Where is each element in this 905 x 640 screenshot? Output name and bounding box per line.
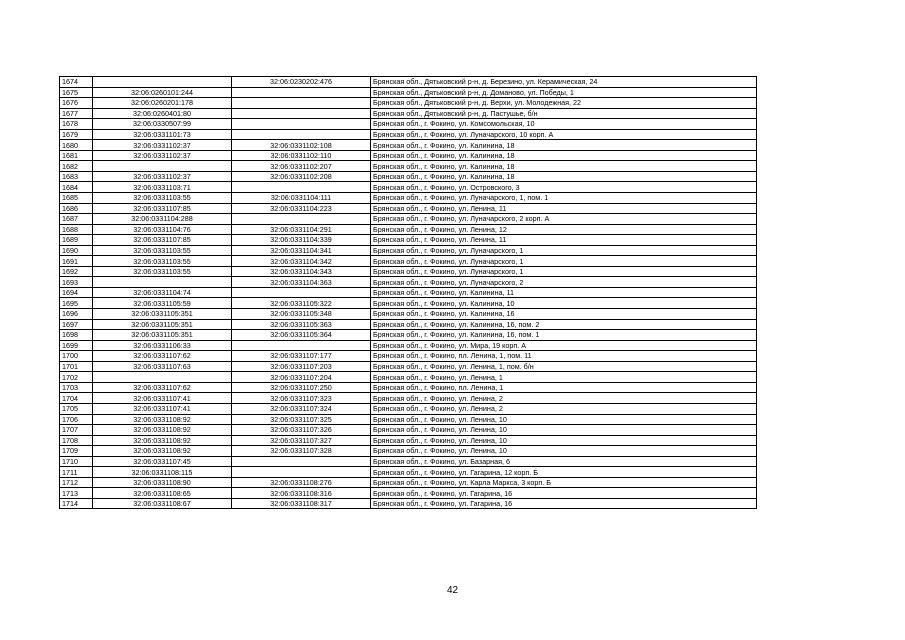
cadastral-number-land: 32:06:0331108:67 <box>93 498 232 509</box>
cadastral-number-building <box>232 182 371 193</box>
row-number: 1674 <box>60 77 93 88</box>
registry-table <box>59 76 757 509</box>
address-cell: Брянская обл., Дятьковский р-н, д. Пастушье, б/н <box>371 108 757 119</box>
row-number: 1686 <box>60 203 93 214</box>
cadastral-number-building: 32:06:0331107:203 <box>232 361 371 372</box>
cadastral-number-building: 32:06:0331104:339 <box>232 235 371 246</box>
cadastral-number-land: 32:06:0331105:59 <box>93 298 232 309</box>
address-cell: Брянская обл., г. Фокино, ул. Калинина, 16 <box>371 309 757 320</box>
table-row <box>60 393 757 404</box>
row-number: 1692 <box>60 266 93 277</box>
row-number: 1711 <box>60 467 93 478</box>
table-row <box>60 435 757 446</box>
row-number: 1687 <box>60 214 93 225</box>
table-row <box>60 77 757 88</box>
cadastral-number-building: 32:06:0331104:223 <box>232 203 371 214</box>
cadastral-number-land: 32:06:0331102:37 <box>93 140 232 151</box>
cadastral-number-land <box>93 161 232 172</box>
cadastral-number-building: 32:06:0331105:364 <box>232 330 371 341</box>
row-number: 1677 <box>60 108 93 119</box>
cadastral-number-building: 32:06:0331105:322 <box>232 298 371 309</box>
cadastral-number-land: 32:06:0331102:37 <box>93 171 232 182</box>
address-cell: Брянская обл., г. Фокино, ул. Луначарского, 1 <box>371 266 757 277</box>
address-cell: Брянская обл., г. Фокино, ул. Калинина, 18 <box>371 171 757 182</box>
cadastral-number-building: 32:06:0331102:108 <box>232 140 371 151</box>
registry-table-body <box>60 77 757 509</box>
table-row <box>60 372 757 383</box>
table-row <box>60 446 757 457</box>
cadastral-number-land: 32:06:0260401:80 <box>93 108 232 119</box>
cadastral-number-land: 32:06:0331102:37 <box>93 150 232 161</box>
table-row <box>60 129 757 140</box>
table-row <box>60 224 757 235</box>
cadastral-number-building: 32:06:0331105:363 <box>232 319 371 330</box>
row-number: 1683 <box>60 171 93 182</box>
row-number: 1681 <box>60 150 93 161</box>
cadastral-number-building <box>232 467 371 478</box>
row-number: 1705 <box>60 403 93 414</box>
table-row <box>60 351 757 362</box>
cadastral-number-land: 32:06:0331103:71 <box>93 182 232 193</box>
address-cell: Брянская обл., г. Фокино, ул. Луначарского, 10 корп. А <box>371 129 757 140</box>
address-cell: Брянская обл., Дятьковский р-н, д. Березино, ул. Керамическая, 24 <box>371 77 757 88</box>
cadastral-number-land: 32:06:0331103:55 <box>93 245 232 256</box>
address-cell: Брянская обл., г. Фокино, ул. Луначарского, 1 <box>371 256 757 267</box>
table-row <box>60 498 757 509</box>
cadastral-number-land: 32:06:0331107:62 <box>93 382 232 393</box>
row-number: 1707 <box>60 425 93 436</box>
cadastral-number-land <box>93 277 232 288</box>
row-number: 1684 <box>60 182 93 193</box>
table-row <box>60 467 757 478</box>
cadastral-number-land <box>93 77 232 88</box>
row-number: 1710 <box>60 456 93 467</box>
table-row <box>60 119 757 130</box>
table-row <box>60 309 757 320</box>
cadastral-number-land: 32:06:0331108:90 <box>93 477 232 488</box>
row-number: 1691 <box>60 256 93 267</box>
row-number: 1688 <box>60 224 93 235</box>
cadastral-number-building: 32:06:0331102:110 <box>232 150 371 161</box>
table-row <box>60 161 757 172</box>
table-row <box>60 182 757 193</box>
address-cell: Брянская обл., г. Фокино, ул. Ленина, 11 <box>371 235 757 246</box>
cadastral-number-land: 32:06:0331108:92 <box>93 414 232 425</box>
cadastral-number-land: 32:06:0331107:41 <box>93 403 232 414</box>
row-number: 1694 <box>60 287 93 298</box>
cadastral-number-land: 32:06:0331108:65 <box>93 488 232 499</box>
address-cell: Брянская обл., г. Фокино, ул. Ленина, 12 <box>371 224 757 235</box>
table-row <box>60 414 757 425</box>
row-number: 1703 <box>60 382 93 393</box>
cadastral-number-building: 32:06:0230202:476 <box>232 77 371 88</box>
address-cell: Брянская обл., г. Фокино, ул. Гагарина, 16 <box>371 498 757 509</box>
row-number: 1706 <box>60 414 93 425</box>
cadastral-number-land: 32:06:0331105:351 <box>93 309 232 320</box>
row-number: 1678 <box>60 119 93 130</box>
cadastral-number-land: 32:06:0331108:115 <box>93 467 232 478</box>
address-cell: Брянская обл., г. Фокино, ул. Луначарского, 2 корп. А <box>371 214 757 225</box>
cadastral-number-building: 32:06:0331104:291 <box>232 224 371 235</box>
table-row <box>60 456 757 467</box>
cadastral-number-building <box>232 119 371 130</box>
address-cell: Брянская обл., г. Фокино, ул. Ленина, 2 <box>371 393 757 404</box>
table-row <box>60 330 757 341</box>
address-cell: Брянская обл., г. Фокино, ул. Ленина, 10 <box>371 425 757 436</box>
cadastral-number-building: 32:06:0331108:317 <box>232 498 371 509</box>
cadastral-number-land: 32:06:0331103:55 <box>93 256 232 267</box>
row-number: 1708 <box>60 435 93 446</box>
address-cell: Брянская обл., г. Фокино, ул. Ленина, 10 <box>371 446 757 457</box>
table-row <box>60 488 757 499</box>
cadastral-number-building: 32:06:0331102:208 <box>232 171 371 182</box>
address-cell: Брянская обл., г. Фокино, ул. Ленина, 10 <box>371 435 757 446</box>
cadastral-number-building <box>232 108 371 119</box>
row-number: 1714 <box>60 498 93 509</box>
address-cell: Брянская обл., Дятьковский р-н, д. Верхи, ул. Молодежная, 22 <box>371 98 757 109</box>
cadastral-number-building: 32:06:0331102:207 <box>232 161 371 172</box>
cadastral-number-building: 32:06:0331107:323 <box>232 393 371 404</box>
cadastral-number-land: 32:06:0331104:76 <box>93 224 232 235</box>
address-cell: Брянская обл., г. Фокино, ул. Ленина, 10 <box>371 414 757 425</box>
address-cell: Брянская обл., г. Фокино, ул. Луначарского, 2 <box>371 277 757 288</box>
row-number: 1699 <box>60 340 93 351</box>
table-row <box>60 277 757 288</box>
address-cell: Брянская обл., г. Фокино, ул. Мира, 19 корп. А <box>371 340 757 351</box>
row-number: 1704 <box>60 393 93 404</box>
address-cell: Брянская обл., г. Фокино, ул. Комсомольская, 10 <box>371 119 757 130</box>
cadastral-number-building <box>232 214 371 225</box>
address-cell: Брянская обл., г. Фокино, ул. Ленина, 1 <box>371 372 757 383</box>
address-cell: Брянская обл., г. Фокино, ул. Луначарского, 1 <box>371 245 757 256</box>
cadastral-number-land: 32:06:0331107:85 <box>93 235 232 246</box>
cadastral-number-land: 32:06:0331107:63 <box>93 361 232 372</box>
cadastral-number-building <box>232 129 371 140</box>
row-number: 1696 <box>60 309 93 320</box>
table-row <box>60 193 757 204</box>
table-row <box>60 403 757 414</box>
cadastral-number-land: 32:06:0331108:92 <box>93 425 232 436</box>
row-number: 1693 <box>60 277 93 288</box>
row-number: 1702 <box>60 372 93 383</box>
table-row <box>60 150 757 161</box>
cadastral-number-building <box>232 287 371 298</box>
cadastral-number-building <box>232 98 371 109</box>
row-number: 1690 <box>60 245 93 256</box>
row-number: 1709 <box>60 446 93 457</box>
row-number: 1675 <box>60 87 93 98</box>
row-number: 1712 <box>60 477 93 488</box>
address-cell: Брянская обл., г. Фокино, ул. Калинина, 18 <box>371 150 757 161</box>
cadastral-number-building: 32:06:0331107:325 <box>232 414 371 425</box>
cadastral-number-land: 32:06:0331104:74 <box>93 287 232 298</box>
row-number: 1697 <box>60 319 93 330</box>
address-cell: Брянская обл., г. Фокино, ул. Калинина, 16, пом. 1 <box>371 330 757 341</box>
address-cell: Брянская обл., г. Фокино, ул. Ленина, 1, пом. б/н <box>371 361 757 372</box>
row-number: 1701 <box>60 361 93 372</box>
page-number: 42 <box>446 585 459 596</box>
row-number: 1689 <box>60 235 93 246</box>
cadastral-number-building: 32:06:0331108:276 <box>232 477 371 488</box>
table-row <box>60 245 757 256</box>
address-cell: Брянская обл., г. Фокино, ул. Базарная, 6 <box>371 456 757 467</box>
table-row <box>60 203 757 214</box>
address-cell: Брянская обл., г. Фокино, ул. Гагарина, 16 <box>371 488 757 499</box>
table-row <box>60 214 757 225</box>
cadastral-number-land: 32:06:0260201:178 <box>93 98 232 109</box>
row-number: 1676 <box>60 98 93 109</box>
cadastral-number-land: 32:06:0331105:351 <box>93 319 232 330</box>
cadastral-number-building <box>232 340 371 351</box>
table-row <box>60 235 757 246</box>
cadastral-number-building: 32:06:0331105:348 <box>232 309 371 320</box>
cadastral-number-land: 32:06:0331101:73 <box>93 129 232 140</box>
table-row <box>60 425 757 436</box>
cadastral-number-land: 32:06:0331103:55 <box>93 193 232 204</box>
cadastral-number-building: 32:06:0331107:327 <box>232 435 371 446</box>
cadastral-number-land: 32:06:0331104:288 <box>93 214 232 225</box>
row-number: 1695 <box>60 298 93 309</box>
address-cell: Брянская обл., г. Фокино, ул. Карла Маркса, 3 корп. Б <box>371 477 757 488</box>
cadastral-number-building: 32:06:0331104:341 <box>232 245 371 256</box>
table-row <box>60 319 757 330</box>
address-cell: Брянская обл., г. Фокино, ул. Ленина, 2 <box>371 403 757 414</box>
cadastral-number-building: 32:06:0331107:204 <box>232 372 371 383</box>
cadastral-number-land: 32:06:0331107:41 <box>93 393 232 404</box>
row-number: 1713 <box>60 488 93 499</box>
cadastral-number-land: 32:06:0331108:92 <box>93 446 232 457</box>
cadastral-number-land: 32:06:0260101:244 <box>93 87 232 98</box>
address-cell: Брянская обл., г. Фокино, ул. Луначарского, 1, пом. 1 <box>371 193 757 204</box>
table-row <box>60 298 757 309</box>
address-cell: Брянская обл., Дятьковский р-н, д. Доманово, ул. Победы, 1 <box>371 87 757 98</box>
cadastral-number-land: 32:06:0331106:33 <box>93 340 232 351</box>
row-number: 1680 <box>60 140 93 151</box>
table-row <box>60 361 757 372</box>
row-number: 1685 <box>60 193 93 204</box>
address-cell: Брянская обл., г. Фокино, пл. Ленина, 1 <box>371 382 757 393</box>
cadastral-number-land: 32:06:0331103:55 <box>93 266 232 277</box>
cadastral-number-land: 32:06:0331107:45 <box>93 456 232 467</box>
table-row <box>60 266 757 277</box>
table-row <box>60 477 757 488</box>
cadastral-number-building: 32:06:0331104:343 <box>232 266 371 277</box>
cadastral-number-building: 32:06:0331108:316 <box>232 488 371 499</box>
cadastral-number-building <box>232 456 371 467</box>
table-row <box>60 340 757 351</box>
address-cell: Брянская обл., г. Фокино, ул. Калинина, 11 <box>371 287 757 298</box>
cadastral-number-building: 32:06:0331107:324 <box>232 403 371 414</box>
table-row <box>60 87 757 98</box>
address-cell: Брянская обл., г. Фокино, ул. Гагарина, 12 корп. Б <box>371 467 757 478</box>
table-row <box>60 140 757 151</box>
table-row <box>60 108 757 119</box>
cadastral-number-building: 32:06:0331104:111 <box>232 193 371 204</box>
cadastral-number-land: 32:06:0330507:99 <box>93 119 232 130</box>
address-cell: Брянская обл., г. Фокино, ул. Островского, 3 <box>371 182 757 193</box>
address-cell: Брянская обл., г. Фокино, пл. Ленина, 1, пом. 11 <box>371 351 757 362</box>
cadastral-number-building: 32:06:0331107:326 <box>232 425 371 436</box>
cadastral-number-building: 32:06:0331107:177 <box>232 351 371 362</box>
cadastral-number-land: 32:06:0331108:92 <box>93 435 232 446</box>
table-row <box>60 171 757 182</box>
address-cell: Брянская обл., г. Фокино, ул. Ленина, 11 <box>371 203 757 214</box>
cadastral-number-land: 32:06:0331107:62 <box>93 351 232 362</box>
cadastral-number-building: 32:06:0331104:342 <box>232 256 371 267</box>
address-cell: Брянская обл., г. Фокино, ул. Калинина, 18 <box>371 140 757 151</box>
address-cell: Брянская обл., г. Фокино, ул. Калинина, 10 <box>371 298 757 309</box>
row-number: 1682 <box>60 161 93 172</box>
row-number: 1700 <box>60 351 93 362</box>
row-number: 1698 <box>60 330 93 341</box>
row-number: 1679 <box>60 129 93 140</box>
cadastral-number-building: 32:06:0331104:363 <box>232 277 371 288</box>
cadastral-number-building <box>232 87 371 98</box>
table-row <box>60 287 757 298</box>
cadastral-number-building: 32:06:0331107:328 <box>232 446 371 457</box>
cadastral-number-building: 32:06:0331107:250 <box>232 382 371 393</box>
table-row <box>60 98 757 109</box>
table-row <box>60 382 757 393</box>
cadastral-number-land: 32:06:0331107:85 <box>93 203 232 214</box>
table-row <box>60 256 757 267</box>
cadastral-number-land <box>93 372 232 383</box>
address-cell: Брянская обл., г. Фокино, ул. Калинина, 16, пом. 2 <box>371 319 757 330</box>
address-cell: Брянская обл., г. Фокино, ул. Калинина, 18 <box>371 161 757 172</box>
cadastral-number-land: 32:06:0331105:351 <box>93 330 232 341</box>
